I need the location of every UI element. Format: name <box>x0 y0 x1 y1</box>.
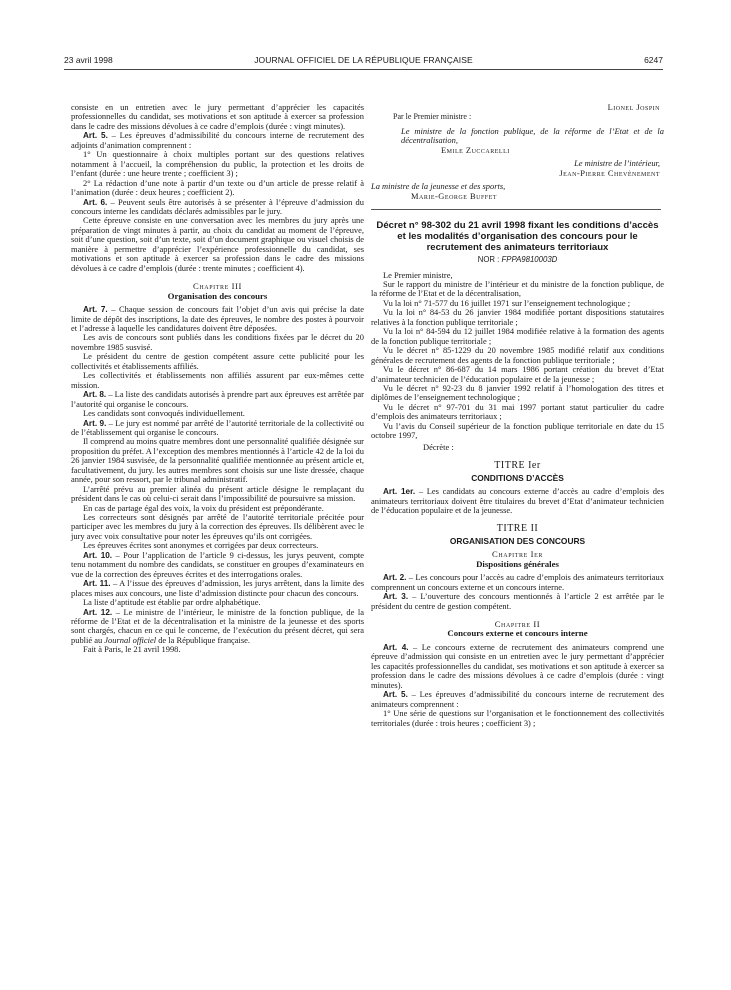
paragraph: Il comprend au moins quatre membres dont une personnalité qualifiée désignée sur proposition du préfet. A l’exception des membres mentionnés à l’article 42 de la loi du 26 janvier 1984 susvisée, de la personnalité qualifiée mentionnée au présent article et, facultativement, du jury. les autres membres sont choisis sur une liste dressée, chaque année, pour son ressort, par le tribunal administratif. <box>71 436 364 485</box>
article-label: Art. 11. <box>83 579 111 589</box>
paragraph: 1° Un questionnaire à choix multiples portant sur des questions relatives notamment à l’accueil, la compréhension du public, la protection et les droits de l’enfant (durée : une heure trente ; coefficient 3) ; <box>71 149 364 179</box>
article-8 <box>71 390 364 409</box>
paragraph: Les candidats sont convoqués individuellement. <box>83 408 245 419</box>
paragraph: Sur le rapport du ministre de l’intérieur et du ministre de la fonction publique, de la réforme de l’Etat et de la décentralisation, <box>371 278 664 299</box>
article-10 <box>71 551 364 579</box>
article-text: de la République française. <box>156 634 251 645</box>
signature-minister-name: Marie-George Buffet <box>411 190 497 201</box>
article-text: – Les concours pour l’accès au cadre d’emplois des animateurs territoriaux comprennent un concours externe et un concours interne. <box>371 572 664 592</box>
article-label: Art. 1er. <box>383 487 416 497</box>
article-text: – Le jury est nommé par arrêté de l’autorité territoriale de la collectivité ou de l’établissement qui organise le concours. <box>71 417 364 437</box>
paragraph: Les collectivités et établissements non affiliés assurent par eux-mêmes cette mission. <box>71 370 364 390</box>
paragraph: Vu la loi n° 84-594 du 12 juillet 1984 modifiée relative à la formation des agents de la fonction publique territoriale ; <box>371 326 664 346</box>
article-6 <box>71 198 364 217</box>
right-column <box>371 103 664 728</box>
article-text: – Pour l’application de l’article 9 ci-dessus, les jurys peuvent, compte tenu notamment du nombre des candidats, se constituer en groupes d’examinateurs en vue de la correction des épreuves écrites et des interrogations orales. <box>71 549 365 579</box>
chapter-heading: Chapitre III <box>193 281 242 292</box>
decrete: Décrète : <box>423 441 454 452</box>
chapter-title: Concours externe et concours interne <box>447 628 588 639</box>
article-label: Art. 5. <box>383 690 408 700</box>
chapter-heading: Chapitre Ier <box>492 549 543 560</box>
article-text: – Chaque session de concours fait l’objet d’un avis qui précise la date limite de dépôt des inscriptions, la date des épreuves, le nombre des postes à pourvoir et l’adresse à laquelle les candidatures doivent être déposées. <box>71 304 364 333</box>
paragraph: Les épreuves écrites sont anonymes et corrigées par deux correcteurs. <box>83 540 319 551</box>
article-text: – A l’issue des épreuves d’admission, les jurys arrêtent, dans la limite des places mises aux concours, une liste d’admission distincte pour chacun des concours. <box>71 578 364 598</box>
signature-minister-name: Jean-Pierre Chevènement <box>559 167 660 178</box>
signature-minister-title: Le ministre de l’intérieur, <box>574 158 660 169</box>
article-label: Art. 12. <box>83 607 113 617</box>
left-column <box>71 103 364 655</box>
header-page-number: 6247 <box>644 55 663 65</box>
paragraph: Le président du centre de gestion compétent assure cette publicité pour les collectivités et établissements affiliés. <box>71 351 364 371</box>
header-date: 23 avril 1998 <box>64 55 113 65</box>
paragraph: Les correcteurs sont désignés par arrêté de l’autorité territoriale précitée pour participer avec les membres du jury à la correction des épreuves. Ils délibèrent avec le jury avec voix consultative pour noter les épreuves qu’ils ont corrigées. <box>71 512 364 541</box>
titre-title: CONDITIONS D’ACCÈS <box>471 472 564 483</box>
article-7 <box>71 305 364 333</box>
article-text: – La liste des candidats autorisés à prendre part aux épreuves est arrêtée par l’autorité qui organise le concours. <box>71 389 364 409</box>
paragraph: Vu le décret n° 86-687 du 14 mars 1986 portant création du brevet d’Etat d’animateur technicien de l’éducation populaire et de la jeunesse ; <box>371 364 664 384</box>
signature-minister-title: Le ministre de la fonction publique, de la réforme de l’Etat et de la décentralisation, <box>401 125 664 146</box>
article-text: – Les épreuves d’admissibilité du concours interne de recrutement des animateurs comprennent : <box>371 689 664 709</box>
signature-minister-title: La ministre de la jeunesse et des sports, <box>371 181 506 192</box>
titre-title: ORGANISATION DES CONCOURS <box>449 535 586 546</box>
article-label: Art. 4. <box>383 642 409 652</box>
paragraph: 1° Une série de questions sur l’organisation et le fonctionnement des collectivités territoriales (durée : trois heures ; coefficient 3) ; <box>371 708 664 728</box>
article-label: Art. 10. <box>83 550 113 560</box>
paragraph: Vu la loi n° 71-577 du 16 juillet 1971 sur l’enseignement technologique ; <box>383 297 631 308</box>
article-label: Art. 6. <box>83 197 108 207</box>
article-12 <box>71 608 364 646</box>
titre-heading: TITRE II <box>496 523 539 535</box>
paragraph: consiste en un entretien avec le jury permettant d’apprécier les capacités professionnelles du candidat, ses motivations et son aptitude à exercer sa profession dans le cadre des missions dévolues à ce cadre d’emplois (durée : vingt minutes). <box>71 102 364 131</box>
chapter-title: Organisation des concours <box>167 290 268 301</box>
nor-reference <box>371 255 664 264</box>
paragraph: Cette épreuve consiste en une conversation avec les membres du jury après une préparation de vingt minutes à partir, au choix du candidat au moment de l’épreuve, soit d’une question, soit d’un texte, soit d’un document graphique ou visuel choisis de manière à permettre d’apprécier l’expérience professionnelle du candidat, ses motivations et son aptitude à exercer sa profession dans le cadre des missions dévolues à ce cadre d’emplois (durée : trente minutes ; coefficient 4). <box>71 215 364 273</box>
paragraph: Vu le décret n° 85-1229 du 20 novembre 1985 modifié relatif aux conditions générales de recrutement des agents de la fonction publique territoriale ; <box>371 345 664 365</box>
paragraph: L’arrêté prévu au premier alinéa du présent article désigne le remplaçant du président dans le cas où celui-ci serait dans l’impossibilité de poursuivre sa mission. <box>71 483 364 504</box>
header-journal-title: JOURNAL OFFICIEL DE LA RÉPUBLIQUE FRANÇAISE <box>254 55 473 65</box>
article-2 <box>371 573 664 592</box>
article-label: Art. 8. <box>83 390 107 400</box>
signature-minister-name: Emile Zuccarelli <box>441 144 510 155</box>
signature-prime-minister: Lionel Jospin <box>607 102 660 112</box>
header-rule <box>64 69 663 70</box>
section-divider <box>371 209 661 210</box>
paragraph: Vu le décret n° 92-23 du 8 janvier 1992 relatif à l’homologation des titres et diplômes de l’enseignement technologique ; <box>371 382 664 403</box>
article-label: Art. 2. <box>383 573 407 583</box>
paragraph: Vu la loi n° 84-53 du 26 janvier 1984 modifiée portant dispositions statutaires relatives à la fonction publique territoriale ; <box>371 307 664 327</box>
article-label: Art. 9. <box>83 418 107 428</box>
article-text: – Les candidats au concours externe d’accès au cadre d’emplois des animateurs territoriaux doivent être titulaires du brevet d’Etat d’animateur technicien de l’éducation populaire et de la jeunesse. <box>371 486 664 515</box>
article-text: – Peuvent seuls être autorisés à se présenter à l’épreuve d’admission du concours interne les candidats déclarés admissibles par le jury. <box>71 196 364 216</box>
paragraph: 2° La rédaction d’une note à partir d’un texte ou d’un article de presse relatif à l’animation (durée : deux heures ; coefficient 2). <box>71 177 364 198</box>
nor-code: FPPA9810003D <box>501 255 558 265</box>
article-4 <box>371 643 664 690</box>
chapter-title: Dispositions générales <box>476 558 559 569</box>
page-header <box>64 55 663 67</box>
paragraph: Les avis de concours sont publiés dans les conditions fixées par le décret du 20 novembre 1985 susvisé. <box>71 332 364 352</box>
article-11 <box>71 579 364 598</box>
chapter-heading: Chapitre II <box>494 619 541 630</box>
article-text: – Les épreuves d’admissibilité du concours interne de recrutement des adjoints d’animation comprennent : <box>71 130 364 150</box>
article-9 <box>71 419 364 438</box>
article-1 <box>371 487 664 515</box>
decree-title: Décret n° 98-302 du 21 avril 1998 fixant les conditions d’accès et les modalités d’organisation des concours pour le recrutement des animateurs territoriaux <box>376 220 659 254</box>
article-5-right <box>371 690 664 709</box>
paragraph: Vu le décret n° 97-701 du 31 mai 1997 portant statut particulier du cadre d’emplois des animateurs territoriaux ; <box>371 401 664 422</box>
signature-par: Par le Premier ministre : <box>393 112 472 122</box>
article-label: Art. 5. <box>83 131 108 141</box>
paragraph: La liste d’aptitude est établie par ordre alphabétique. <box>83 597 261 608</box>
article-5 <box>71 131 364 150</box>
titre-heading: TITRE Ier <box>494 460 541 472</box>
signature-date: Fait à Paris, le 21 avril 1998. <box>83 644 181 655</box>
article-text: – Le ministre de l’intérieur, le ministre de la fonction publique, de la réforme de l’Etat et de la décentralisation et la ministre de la jeunesse et des sports sont chargés, chacun en ce qui le concerne, de l’exécution du présent décret, qui sera publié au <box>71 606 364 645</box>
article-text: – L’ouverture des concours mentionnés à l’article 2 est arrêtée par le président du centre de gestion compétent. <box>371 591 664 611</box>
paragraph: Vu l’avis du Conseil supérieur de la fonction publique territoriale en date du 15 octobre 1997, <box>371 420 664 441</box>
article-label: Art. 3. <box>383 592 409 602</box>
paragraph: Le Premier ministre, <box>383 269 453 280</box>
paragraph: En cas de partage égal des voix, la voix du président est prépondérante. <box>83 502 324 513</box>
article-label: Art. 7. <box>83 305 108 315</box>
article-3 <box>371 592 664 611</box>
nor-label: NOR : <box>477 255 502 265</box>
article-text: – Le concours externe de recrutement des animateurs comprend une épreuve d’admission qui consiste en un entretien avec le jury permettant d’apprécier les capacités professionnelles du candidat, ses motivations et son aptitude à exercer sa profession dans le cadre des missions dévolues à ce cadre d’emplois (durée : vingt minutes). <box>371 641 664 690</box>
journal-officiel-ref: Journal officiel <box>104 634 157 645</box>
